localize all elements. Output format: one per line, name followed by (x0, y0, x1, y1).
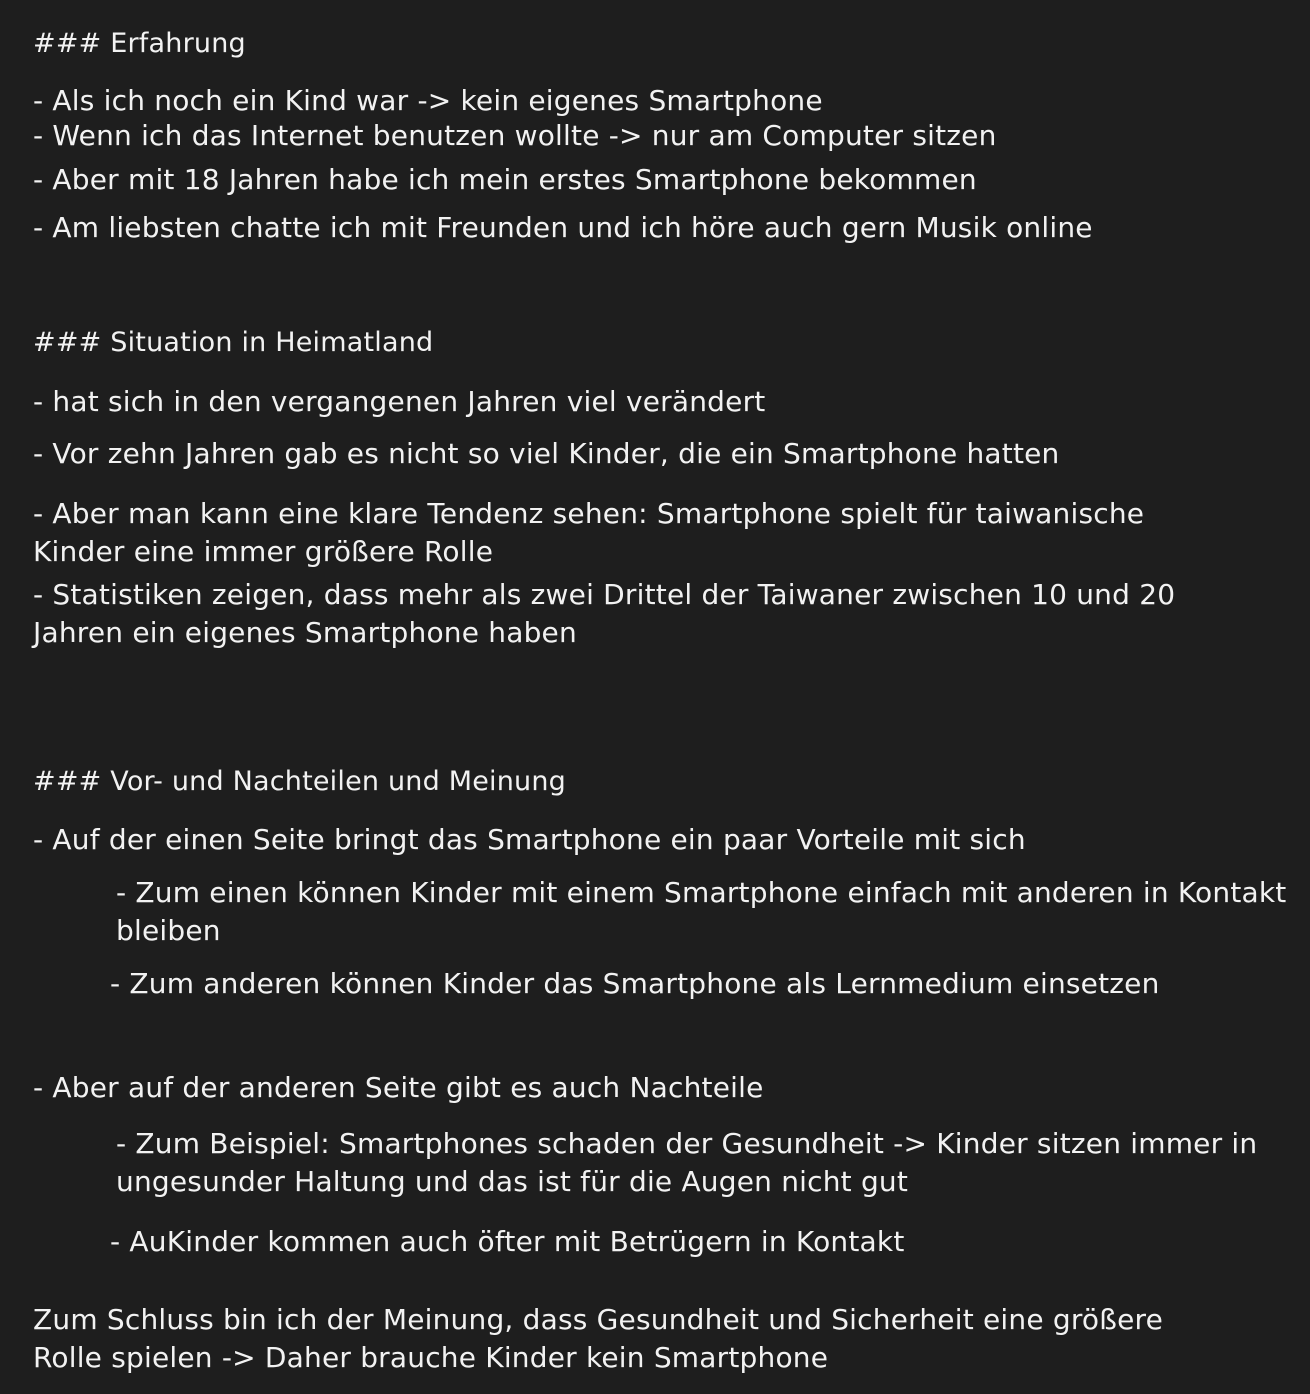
heading-situation: ### Situation in Heimatland (33, 327, 434, 358)
sub-list-item-continuation: ungesunder Haltung und das ist für die Augen nicht gut (116, 1165, 909, 1198)
sub-list-item: - AuKinder kommen auch öfter mit Betrügern in Kontakt (110, 1225, 905, 1258)
list-item: - Statistiken zeigen, dass mehr als zwei Drittel der Taiwaner zwischen 10 und 20 (33, 578, 1176, 611)
sub-list-item: - Zum Beispiel: Smartphones schaden der Gesundheit -> Kinder sitzen immer in (116, 1127, 1258, 1160)
list-item: - Wenn ich das Internet benutzen wollte -> nur am Computer sitzen (33, 119, 997, 152)
list-item: - Als ich noch ein Kind war -> kein eigenes Smartphone (33, 84, 823, 117)
list-item: - Auf der einen Seite bringt das Smartphone ein paar Vorteile mit sich (33, 823, 1026, 856)
list-item: - hat sich in den vergangenen Jahren viel verändert (33, 385, 766, 418)
sub-list-item: - Zum anderen können Kinder das Smartphone als Lernmedium einsetzen (110, 967, 1160, 1000)
list-item: - Aber auf der anderen Seite gibt es auch Nachteile (33, 1071, 764, 1104)
conclusion-line: Zum Schluss bin ich der Meinung, dass Gesundheit und Sicherheit eine größere (33, 1303, 1164, 1336)
list-item-continuation: Jahren ein eigenes Smartphone haben (33, 616, 577, 649)
list-item: - Vor zehn Jahren gab es nicht so viel Kinder, die ein Smartphone hatten (33, 437, 1060, 470)
list-item-continuation: Kinder eine immer größere Rolle (33, 535, 494, 568)
heading-erfahrung: ### Erfahrung (33, 28, 246, 59)
heading-vor-nachteile: ### Vor- und Nachteilen und Meinung (33, 766, 567, 797)
list-item: - Aber man kann eine klare Tendenz sehen: Smartphone spielt für taiwanische (33, 497, 1145, 530)
list-item: - Aber mit 18 Jahren habe ich mein erstes Smartphone bekommen (33, 163, 977, 196)
sub-list-item: - Zum einen können Kinder mit einem Smartphone einfach mit anderen in Kontakt (116, 876, 1287, 909)
sub-list-item-continuation: bleiben (116, 914, 221, 947)
conclusion-line-continuation: Rolle spielen -> Daher brauche Kinder kein Smartphone (33, 1341, 829, 1374)
list-item: - Am liebsten chatte ich mit Freunden und ich höre auch gern Musik online (33, 211, 1093, 244)
